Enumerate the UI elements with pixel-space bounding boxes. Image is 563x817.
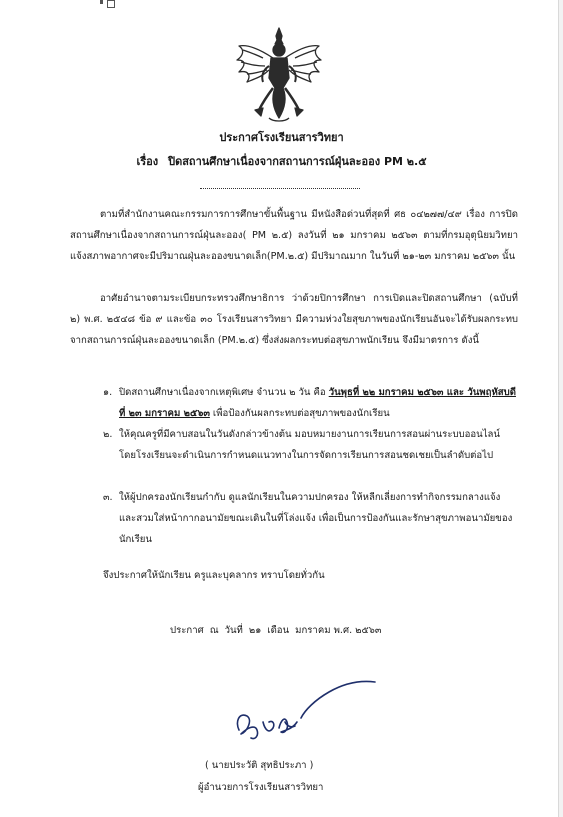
list-item bbox=[103, 487, 518, 550]
dotted-divider bbox=[200, 184, 360, 189]
announce-prefix: ประกาศ bbox=[170, 625, 204, 636]
paragraph-2 bbox=[70, 288, 518, 351]
list-item-text bbox=[119, 382, 518, 424]
day-label: วันที่ bbox=[224, 625, 243, 636]
item-1-text-after: เพื่อป้องกันผลกระทบต่อสุขภาพของนักเรียน bbox=[209, 408, 390, 419]
document-subject bbox=[0, 152, 563, 170]
list-item bbox=[103, 382, 518, 424]
signature bbox=[225, 670, 385, 752]
day-value: ๒๑ bbox=[248, 625, 262, 636]
paragraph-1 bbox=[70, 204, 518, 267]
list-item bbox=[103, 424, 518, 466]
month-year-value: มกราคม พ.ศ. ๒๕๖๓ bbox=[295, 625, 382, 636]
subject-label: เรื่อง bbox=[136, 155, 159, 168]
closure-dates: วันพุธที่ ๒๒ มกราคม ๒๕๖๓ และ วันพฤหัสบดีที่ ๒๓ มกราคม ๒๕๖๓ bbox=[119, 387, 516, 419]
list-item-number: ๑. bbox=[103, 387, 113, 398]
month-label: เดือน bbox=[267, 625, 290, 636]
announcement-date bbox=[170, 623, 381, 638]
garuda-emblem-icon bbox=[233, 26, 325, 124]
item-1-text-before: ปิดสถานศึกษาเนื่องจากเหตุพิเศษ จำนวน ๒ วัน คือ bbox=[119, 387, 329, 398]
page-edge bbox=[558, 0, 563, 817]
marker-icon bbox=[100, 0, 103, 4]
subject-text: ปิดสถานศึกษาเนื่องจากสถานการณ์ฝุ่นละออง PM ๒.๕ bbox=[168, 155, 427, 168]
signer-position: ผู้อำนวยการโรงเรียนสารวิทยา bbox=[198, 782, 324, 793]
list-item-number: ๒. bbox=[103, 429, 113, 440]
paragraph-2-text: อาศัยอำนาจตามระเบียบกระทรวงศึกษาธิการ ว่าด้วยปิการศึกษา การเปิดและปิดสถานศึกษา (ฉบับที่ ๒) พ.ศ. ๒๕๔๘ ข้อ ๙ และข้อ ๓๐ โรงเรียนสารวิทยา มีความห่วงใยสุขภาพของนักเรียนอันจะได้รับผลกระทบจากสถานการณ์ฝุ่นละอองขนาดเล็ก (PM.๒.๕) ซึ่งส่งผลกระทบต่อสุขภาพนักเรียน จึงมีมาตรการ ดังนี้ bbox=[70, 293, 518, 346]
paragraph-1-text: ตามที่สำนักงานคณะกรรมการการศึกษาขั้นพื้นฐาน มีหนังสือด่วนที่สุดที่ ศธ ๐๔๒๗๗/๔๙ เรื่อง การปิดสถานศึกษาเนื่องจากสถานการณ์ฝุ่นละออง( PM ๒.๕) ลงวันที่ ๒๑ มกราคม ๒๕๖๓ ตามที่กรมอุตุนิยมวิทยา แจ้งสภาพอากาศจะมีปริมาณฝุ่นละอองขนาดเล็ก(PM.๒.๕) มีปริมาณมาก ในวันที่ ๒๑-๒๓ มกราคม ๒๕๖๓ นั้น bbox=[70, 209, 518, 262]
closing-statement: จึงประกาศให้นักเรียน ครูและบุคลากร ทราบโดยทั่วกัน bbox=[103, 570, 325, 581]
checkbox-icon bbox=[107, 0, 115, 8]
announce-at: ณ bbox=[209, 625, 219, 636]
toolbar-marks bbox=[100, 0, 115, 8]
list-item-number: ๓. bbox=[103, 492, 113, 503]
document-title: ประกาศโรงเรียนสารวิทยา bbox=[219, 131, 344, 144]
list-item-text: ให้ผู้ปกครองนักเรียนกำกับ ดูแลนักเรียนในความปกครอง ให้หลีกเลี่ยงการทำกิจกรรมกลางแจ้ง และสวมใส่หน้ากากอนามัยขณะเดินในที่โล่งแจ้ง เพื่อเป็นการป้องกันและรักษาสุขภาพอนามัยของนักเรียน bbox=[119, 492, 513, 545]
list-item-text: ให้คุณครูที่มีคาบสอนในวันดังกล่าวข้างต้น มอบหมายงานการเรียนการสอนผ่านระบบออนไลน์ โดยโรงเรียนจะดำเนินการกำหนดแนวทางในการจัดการเรียนการสอนชดเชยเป็นลำดับต่อไป bbox=[119, 429, 500, 461]
signer-name: ( นายประวัติ สุทธิประภา ) bbox=[205, 760, 314, 771]
